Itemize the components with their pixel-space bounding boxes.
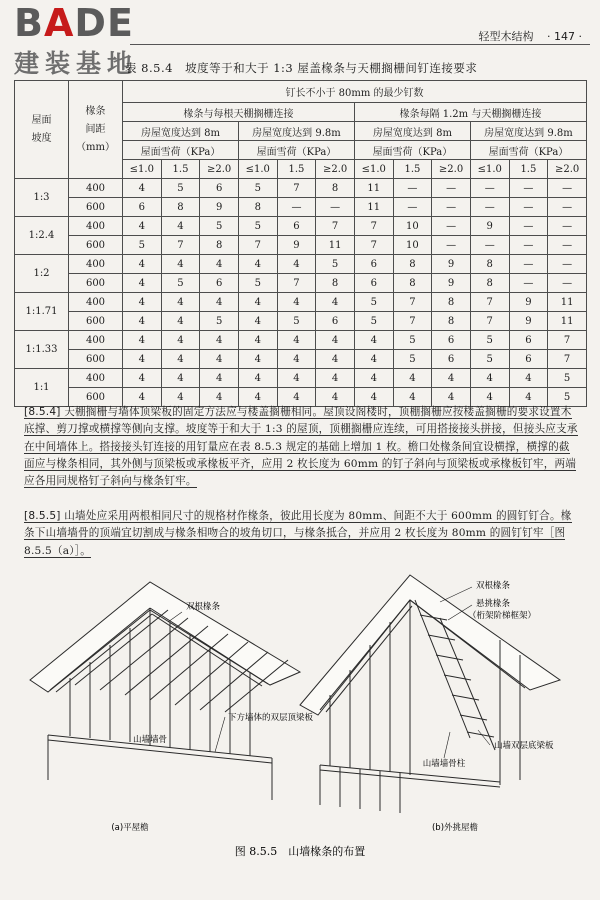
header-load-level: ≥2.0 [548,160,587,179]
table-caption: 坡度等于和大于 1:3 屋盖椽条与天棚搁栅间钉连接要求 [185,61,478,75]
cell-nail-count: 4 [123,331,162,350]
cell-nail-count: 11 [354,179,393,198]
cell-nail-count: 6 [432,331,471,350]
cell-nail-count: 7 [354,236,393,255]
cell-nail-count: 4 [277,331,316,350]
table-row [15,274,587,293]
cell-spacing: 400 [69,255,123,274]
cell-nail-count: — [509,198,548,217]
cell-nail-count: 6 [277,217,316,236]
caption-b: (b)外挑屋檐 [431,823,479,833]
cell-nail-count: 8 [432,312,471,331]
cell-nail-count: 4 [238,312,277,331]
cell-nail-count: 4 [123,388,162,407]
table-row [15,236,587,255]
cell-spacing: 600 [69,312,123,331]
cell-nail-count: 4 [238,388,277,407]
cell-nail-count: — [393,198,432,217]
cell-nail-count: 5 [354,312,393,331]
label-outrigger: 悬挑椽条 [476,599,511,609]
cell-nail-count: 5 [393,350,432,369]
section-title: 轻型木结构 [478,30,534,43]
cell-nail-count: 6 [200,274,239,293]
cell-nail-count: 8 [161,198,200,217]
header-load-level: ≥2.0 [316,160,355,179]
cell-nail-count: 8 [393,255,432,274]
cell-nail-count: 4 [161,388,200,407]
cell-slope: 1:1.71 [15,293,69,331]
caption-a: (a)平屋檐 [111,823,149,833]
label-double-rafter-a: 双根椽条 [186,602,221,612]
table-row [15,255,587,274]
cell-nail-count: 7 [470,312,509,331]
cell-nail-count: 8 [470,274,509,293]
cell-nail-count: 9 [509,293,548,312]
cell-nail-count: 11 [316,236,355,255]
cell-nail-count: — [509,179,548,198]
cell-nail-count: 7 [548,350,587,369]
cell-nail-count: — [470,236,509,255]
cell-nail-count: 4 [316,369,355,388]
cell-nail-count: 4 [238,350,277,369]
logo-letter: D [74,1,107,45]
clause-code: [8.5.5] [24,510,61,522]
logo-letter: B [14,1,44,45]
header-width: 房屋宽度达到 8m [123,122,239,141]
cell-nail-count: 4 [200,293,239,312]
cell-nail-count: 4 [200,350,239,369]
cell-nail-count: 5 [238,217,277,236]
cell-nail-count: — [470,198,509,217]
cell-nail-count: 4 [161,331,200,350]
cell-nail-count: 7 [316,217,355,236]
cell-nail-count: 4 [354,388,393,407]
header-load-level: 1.5 [393,160,432,179]
header-load-level: ≥2.0 [432,160,471,179]
cell-nail-count: 10 [393,217,432,236]
cell-nail-count: 4 [161,217,200,236]
cell-nail-count: — [509,255,548,274]
logo-subtitle: 建装基地 [14,49,139,78]
cell-nail-count: 4 [123,312,162,331]
cell-nail-count: 8 [470,255,509,274]
header-load: 屋面雪荷（KPa） [354,141,470,160]
cell-nail-count: 6 [200,179,239,198]
cell-nail-count: 4 [509,388,548,407]
figure-a-drawing [30,582,300,800]
cell-nail-count: — [432,179,471,198]
cell-nail-count: 4 [238,293,277,312]
table-row [15,179,587,198]
cell-nail-count: — [548,236,587,255]
cell-nail-count: 5 [548,369,587,388]
nailing-table [14,80,587,407]
header-load-level: ≤1.0 [354,160,393,179]
cell-nail-count: — [548,217,587,236]
cell-nail-count: 4 [277,388,316,407]
cell-nail-count: 7 [354,217,393,236]
cell-nail-count: — [470,179,509,198]
table-row [15,369,587,388]
header-load-level: ≤1.0 [123,160,162,179]
cell-nail-count: 8 [200,236,239,255]
cell-nail-count: 7 [393,293,432,312]
cell-nail-count: 7 [277,179,316,198]
cell-nail-count: 7 [548,331,587,350]
cell-slope: 1:3 [15,179,69,217]
cell-spacing: 400 [69,179,123,198]
cell-nail-count: 9 [470,217,509,236]
cell-nail-count: 5 [161,179,200,198]
table-row [15,198,587,217]
cell-slope: 1:2.4 [15,217,69,255]
cell-nail-count: 5 [354,293,393,312]
label-double-sill: 山墙双层底梁板 [494,741,554,751]
cell-nail-count: — [509,217,548,236]
clause-text: 山墙处应采用两根相同尺寸的规格材作椽条，彼此用长度为 80mm、间距不大于 600mm 的圆钉钉合。椽条下山墙墙骨的顶端宜切割成与椽条相吻合的坡角切口，与椽条抵合，并应用 2 枚长度为 80mm 的圆钉钉牢［图 8.5.5（a）］。 [24,510,572,557]
header-load-level: ≤1.0 [238,160,277,179]
cell-nail-count: 4 [354,369,393,388]
header-width: 房屋宽度达到 9.8m [470,122,586,141]
cell-nail-count: 8 [393,274,432,293]
cell-nail-count: 8 [238,198,277,217]
cell-nail-count: 6 [509,350,548,369]
label-gable-stud: 山墙墙骨 [132,735,168,745]
cell-nail-count: 4 [393,388,432,407]
cell-nail-count: 4 [161,369,200,388]
cell-nail-count: 4 [123,350,162,369]
header-load-level: 1.5 [277,160,316,179]
label-top-plate: 下方墙体的双层顶梁板 [228,713,314,723]
table-title [125,60,477,76]
cell-nail-count: 7 [470,293,509,312]
logo-letter: A [43,1,75,45]
cell-nail-count: — [432,217,471,236]
cell-spacing: 400 [69,331,123,350]
header-load-level: ≤1.0 [470,160,509,179]
gable-rafter-figure [0,560,600,860]
cell-nail-count: 5 [316,255,355,274]
cell-nail-count: 4 [123,293,162,312]
cell-nail-count: 4 [316,350,355,369]
cell-nail-count: 4 [509,369,548,388]
table-row [15,350,587,369]
cell-nail-count: 4 [123,179,162,198]
cell-nail-count: 4 [123,217,162,236]
header-roof-slope: 屋面 坡度 [15,81,69,179]
header-group-b: 椽条每隔 1.2m 与天棚搁栅连接 [354,103,586,122]
cell-nail-count: 8 [316,274,355,293]
table-row [15,331,587,350]
cell-spacing: 400 [69,293,123,312]
cell-nail-count: 4 [277,350,316,369]
cell-nail-count: 6 [316,312,355,331]
cell-nail-count: 5 [277,312,316,331]
header-load-level: ≥2.0 [200,160,239,179]
clause-text: 天棚搁栅与墙体顶梁板的固定方法应与楼盖搁栅相同。屋顶设阁楼时，顶棚搁栅应按楼盖搁栅的要求设置木底撑、剪刀撑或横撑等侧向支撑。坡度等于和大于 1:3 的屋顶，顶棚搁栅应连续，可用搭接接头拼接，但接头应支承在中间墙体上。搭接接头钉连接的用钉量应在表 8.5.3 规定的基础上增加 1 枚。檐口处椽条间宜设横撑，横撑的截面应与椽条相同，其外侧与顶梁板或承椽板平齐，应用 2 枚长度为 60mm 的钉子斜向与顶梁板或承椽板钉牢，两端应各用同规格钉子斜向与椽条钉牢。 [24,406,578,488]
cell-nail-count: — [509,274,548,293]
cell-nail-count: 11 [548,312,587,331]
cell-spacing: 600 [69,198,123,217]
cell-nail-count: 4 [316,293,355,312]
cell-nail-count: 9 [200,198,239,217]
header-load-level: 1.5 [509,160,548,179]
cell-nail-count: 9 [509,312,548,331]
paragraph-8-5-5 [24,508,580,560]
cell-nail-count: 10 [393,236,432,255]
cell-nail-count: 4 [161,350,200,369]
cell-nail-count: 4 [123,255,162,274]
cell-nail-count: 4 [432,388,471,407]
header-width: 房屋宽度达到 8m [354,122,470,141]
cell-nail-count: 4 [393,369,432,388]
cell-nail-count: 4 [161,293,200,312]
clause-code: [8.5.4] [24,406,61,418]
cell-slope: 1:2 [15,255,69,293]
cell-nail-count: 4 [161,312,200,331]
cell-nail-count: 4 [238,331,277,350]
cell-nail-count: 6 [509,331,548,350]
cell-nail-count: — [277,198,316,217]
header-width: 房屋宽度达到 9.8m [238,122,354,141]
logo [14,1,134,45]
cell-nail-count: 7 [277,274,316,293]
table-number: 表 8.5.4 [125,61,173,75]
cell-nail-count: 4 [354,331,393,350]
header-load-level: 1.5 [161,160,200,179]
cell-slope: 1:1.33 [15,331,69,369]
cell-nail-count: 4 [238,255,277,274]
header-nail-spec: 钉长不小于 80mm 的最少钉数 [123,81,587,103]
cell-slope: 1:1 [15,369,69,407]
cell-nail-count: 7 [238,236,277,255]
cell-nail-count: 5 [200,312,239,331]
cell-nail-count: 4 [123,274,162,293]
cell-nail-count: 11 [548,293,587,312]
cell-nail-count: — [393,179,432,198]
cell-spacing: 600 [69,388,123,407]
cell-nail-count: — [432,198,471,217]
header-rule [130,44,590,45]
cell-nail-count: 7 [161,236,200,255]
cell-nail-count: 4 [200,331,239,350]
cell-nail-count: — [548,274,587,293]
header-load: 屋面雪荷（KPa） [470,141,586,160]
header-group-a: 椽条与每根天棚搁栅连接 [123,103,355,122]
cell-nail-count: 4 [432,369,471,388]
page-number: · 147 · [547,30,582,43]
cell-spacing: 600 [69,350,123,369]
table-row [15,312,587,331]
cell-nail-count: 5 [238,179,277,198]
cell-nail-count: 11 [354,198,393,217]
cell-nail-count: 5 [470,331,509,350]
cell-nail-count: 6 [354,274,393,293]
cell-nail-count: — [316,198,355,217]
label-double-rafter-b: 双根椽条 [476,581,511,591]
cell-nail-count: 7 [393,312,432,331]
cell-nail-count: 8 [432,293,471,312]
cell-nail-count: — [548,179,587,198]
cell-nail-count: 6 [123,198,162,217]
cell-nail-count: 5 [393,331,432,350]
cell-nail-count: — [509,236,548,255]
header-rafter-spacing: 椽条 间距 （mm） [69,81,123,179]
cell-nail-count: 4 [277,369,316,388]
logo-letter: E [106,1,134,45]
cell-nail-count: 8 [316,179,355,198]
cell-nail-count: 4 [354,350,393,369]
cell-nail-count: 5 [161,274,200,293]
cell-nail-count: 4 [123,369,162,388]
cell-nail-count: 9 [277,236,316,255]
cell-nail-count: 4 [238,369,277,388]
cell-nail-count: 5 [238,274,277,293]
cell-spacing: 600 [69,274,123,293]
paragraph-8-5-4 [24,404,580,490]
cell-spacing: 400 [69,369,123,388]
cell-spacing: 400 [69,217,123,236]
cell-nail-count: 9 [432,274,471,293]
cell-nail-count: 5 [470,350,509,369]
cell-nail-count: 6 [432,350,471,369]
cell-nail-count: 4 [161,255,200,274]
cell-nail-count: 5 [200,217,239,236]
cell-nail-count: 4 [470,369,509,388]
cell-nail-count: 5 [123,236,162,255]
cell-nail-count: 4 [277,255,316,274]
figure-caption: 图 8.5.5 山墙椽条的布置 [234,845,366,858]
cell-spacing: 600 [69,236,123,255]
table-row [15,293,587,312]
label-ladder: （桁架阶梯框架） [468,611,537,621]
cell-nail-count: 4 [470,388,509,407]
cell-nail-count: 6 [354,255,393,274]
cell-nail-count: 9 [432,255,471,274]
cell-nail-count: 4 [316,331,355,350]
cell-nail-count: 4 [200,388,239,407]
header-load: 屋面雪荷（KPa） [238,141,354,160]
running-header [479,28,582,44]
table-row [15,217,587,236]
cell-nail-count: 4 [200,255,239,274]
cell-nail-count: 4 [200,369,239,388]
cell-nail-count: — [548,198,587,217]
cell-nail-count: — [548,255,587,274]
header-load: 屋面雪荷（KPa） [123,141,239,160]
cell-nail-count: 4 [316,388,355,407]
label-gable-post: 山墙墙骨柱 [422,759,466,769]
cell-nail-count: 4 [277,293,316,312]
cell-nail-count: 5 [548,388,587,407]
cell-nail-count: — [432,236,471,255]
